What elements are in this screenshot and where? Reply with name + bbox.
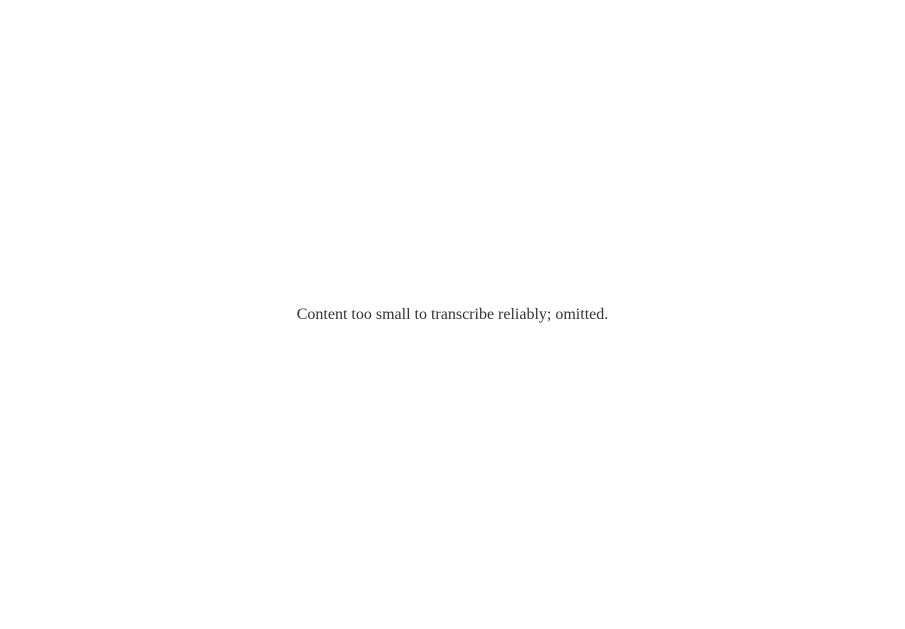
- omitted-message: Content too small to transcribe reliably; omitted.: [296, 305, 609, 323]
